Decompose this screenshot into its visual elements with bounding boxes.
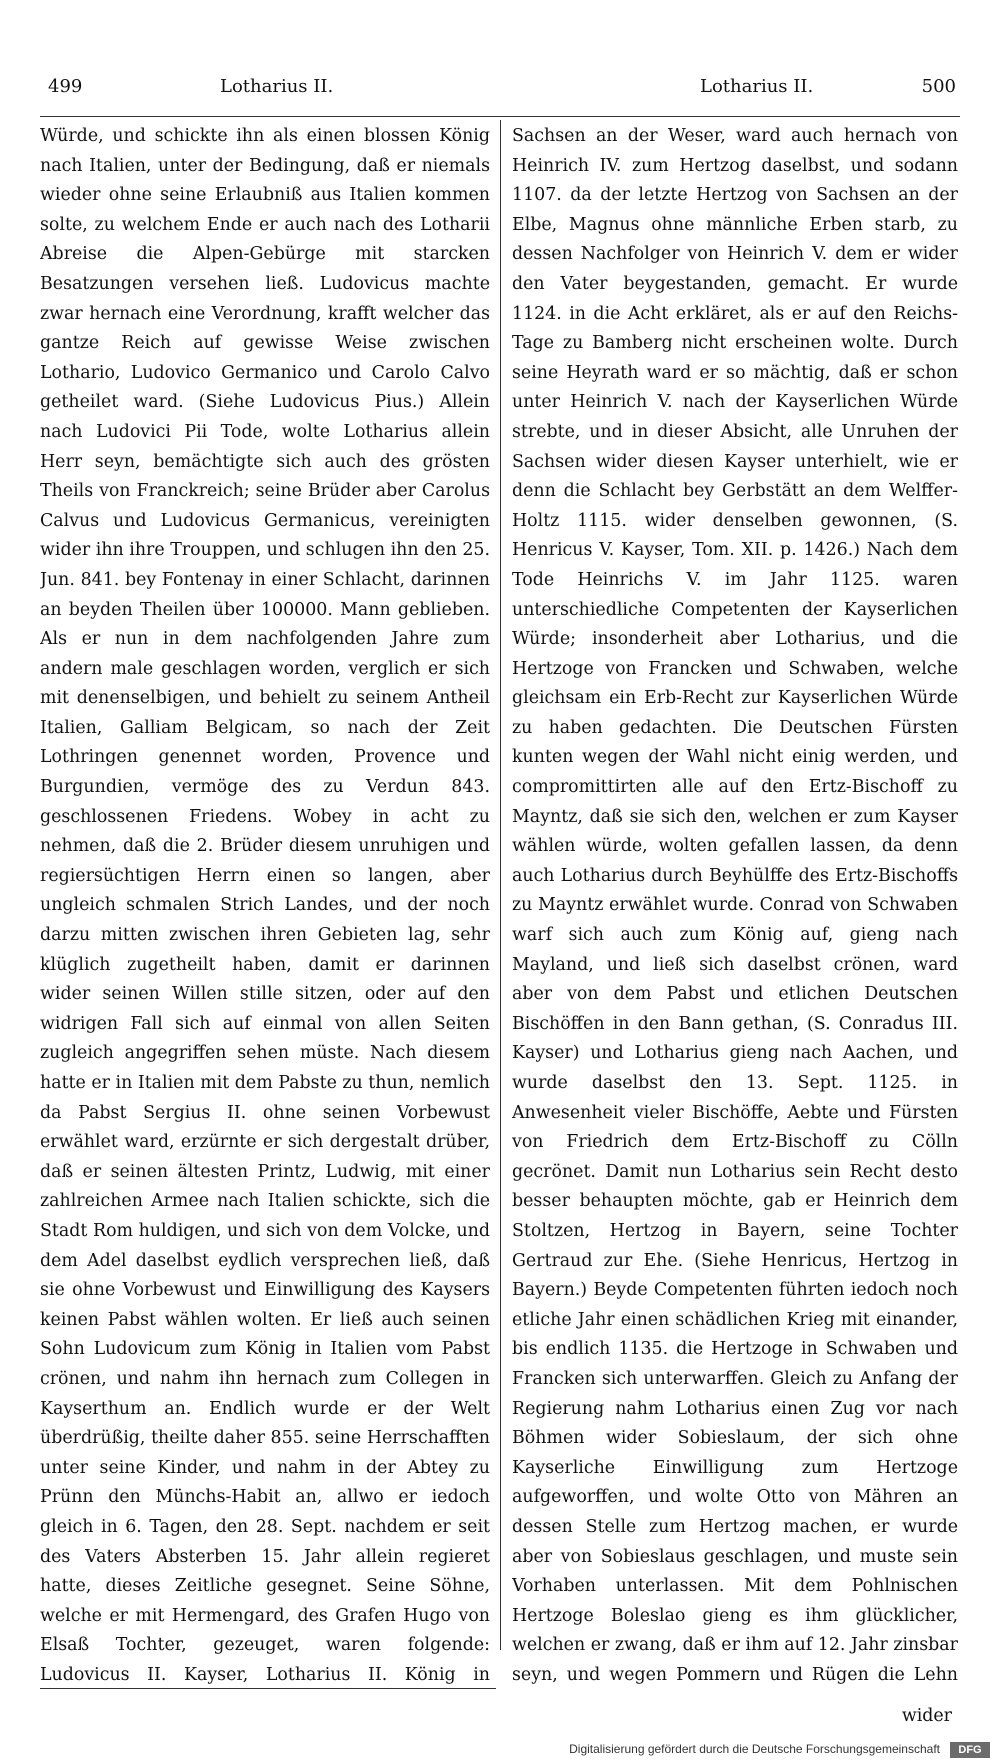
right-paragraph-1: Sachsen an der Weser, ward auch hernach von Heinrich IV. zum Hertzog daselbst, und sodann 1107. da der letzte Hertzog von Sachsen an der Elbe, Magnus ohne männliche Erben starb, zu dessen Nachfolger von Heinrich V. dem er wider den Vater beygestanden, gemacht. Er wurde 1124. in die Acht erkläret, als er auf den Reichs-Tage zu Bamberg nicht erscheinen wolte. Durch seine Heyrath ward er so mächtig, daß er schon unter Heinrich V. nach der Kayserlichen Würde strebte, und in dieser Absicht, alle Unruhen der Sachsen wider diesen Kayser unterhielt, wie er denn die Schlacht bey Gerbstätt an dem Welffer-Holtz 1115. wider denselben gewonnen, (S. Henricus V. Kayser, Tom. XII. p. 1426.) Nach dem Tode Heinrichs V. im Jahr 1125. waren unterschiedliche Competenten der Kayserlichen Würde; insonderheit aber Lotharius, und die Hertzoge von Francken und Schwaben, welche gleichsam ein Erb-Recht zur Kayserlichen Würde zu haben gedachten. Die Deutschen Fürsten kunten wegen der Wahl nicht einig werden, und compromittirten alle auf den Ertz-Bischoff zu Mayntz, daß sie sich den, welchen er zum Kayser wählen würde, wolten gefallen lassen, da denn auch Lotharius durch Beyhülffe des Ertz-Bischoffs zu Mayntz erwählet wurde. Conrad von Schwaben warf sich auch zum König auf, gieng nach Mayland, und ließ sich daselbst crönen, ward aber von dem Pabst und etlichen Deutschen Bischöffen in den Bann gethan, (S. Conradus III. Kayser) und Lotharius gieng nach Aachen, und wurde daselbst den 13. Sept. 1125. in Anwesenheit vieler Bischöffe, Aebte und Fürsten von Friedrich dem Ertz-Bischoff zu Cölln gecrönet. Damit nun Lotharius sein Recht desto besser behaupten möchte, gab er Heinrich dem Stoltzen, Hertzog in Bayern, seine Tochter Gertraud zur Ehe. (Siehe Henricus, Hertzog in Bayern.) Beyde Competenten führten iedoch noch etliche Jahr einen schädlichen Krieg mit einander, bis endlich 1135. die Hertzoge in Schwaben und Francken sich unterwarffen. Gleich zu Anfang der Regierung nahm Lotharius einen Zug vor nach Böhmen wider Sobieslaum, der sich ohne Kayserliche Einwilligung zum Hertzoge aufgeworffen, und wolte Otto von Mähren an dessen Stelle zum Hertzog machen, er wurde aber von Sobieslaus geschlagen, und muste sein Vorhaben unterlassen. Mit dem Pohlnischen Hertzoge Boleslao gieng es ihm glücklicher, welchen er zwang, daß er ihm auf 12. Jahr zinsbar seyn, und wegen Pommern und Rügen die Lehn [512, 126, 958, 1685]
page-number-left: 499 [48, 76, 83, 97]
running-title-right: Lotharius II. [700, 76, 814, 97]
left-column [40, 122, 490, 1687]
page-number-right: 500 [921, 76, 956, 97]
running-title-left: Lotharius II. [220, 76, 334, 97]
footer-rule [40, 1688, 496, 1689]
digitization-credit: Digitalisierung gefördert durch die Deutsche Forschungsgemeinschaft [569, 1742, 940, 1756]
right-column [512, 122, 958, 1687]
header-rule [40, 116, 960, 117]
left-paragraph-1: Würde, und schickte ihn als einen blossen König nach Italien, unter der Bedingung, daß er niemals wieder ohne seine Erlaubniß aus Italien kommen solte, zu welchem Ende er auch nach des Lotharii Abreise die Alpen-Gebürge mit starcken Besatzungen versehen ließ. Ludovicus machte zwar hernach eine Verordnung, krafft welcher das gantze Reich auf gewisse Weise zwischen Lothario, Ludovico Germanico und Carolo Calvo getheilet ward. (Siehe Ludovicus Pius.) Allein nach Ludovici Pii Tode, wolte Lotharius allein Herr seyn, bemächtigte sich auch des grösten Theils von Franckreich; seine Brüder aber Carolus Calvus und Ludovicus Germanicus, vereinigten wider ihn ihre Trouppen, und schlugen ihn den 25. Jun. 841. bey Fontenay in einer Schlacht, darinnen an beyden Theilen über 100000. Mann geblieben. Als er nun in dem nachfolgenden Jahre zum andern male geschlagen worden, verglich er sich mit denenselbigen, und behielt zu seinem Antheil Italien, Galliam Belgicam, so nach der Zeit Lothringen genennet worden, Provence und Burgundien, vermöge des zu Verdun 843. geschlossenen Friedens. Wobey in acht zu nehmen, daß die 2. Brüder diesem unruhigen und regiersüchtigen Herrn einen so langen, aber ungleich schmalen Strich Landes, und der noch darzu mitten zwischen ihren Gebieten lag, sehr klüglich zugetheilt haben, damit er darinnen wider seinen Willen stille sitzen, oder auf den widrigen Fall sich auf einmal von allen Seiten zugleich angegriffen sehen müste. Nach diesem hatte er in Italien mit dem Pabste zu thun, nemlich da Pabst Sergius II. ohne seinen Vorbewust erwählet ward, erzürnte er sich dergestalt drüber, daß er seinen ältesten Printz, Ludwig, mit einer zahlreichen Armee nach Italien schickte, sich die Stadt Rom huldigen, und sich von dem Volcke, und dem Adel daselbst eydlich versprechen ließ, daß sie ohne Vorbewust und Einwilligung des Kaysers keinen Pabst wählen wolten. Er ließ auch seinen Sohn Ludovicum zum König in Italien vom Pabst crönen, und nahm ihn hernach zum Collegen in Kayserthum an. Endlich wurde er der Welt überdrüßig, theilte daher 855. seine Herrschafften unter seine Kinder, und nahm in der Abtey zu Prünn den Münchs-Habit an, allwo er iedoch gleich in 6. Tagen, den 28. Sept. nachdem er seit des Vaters Absterben 15. Jahr allein regieret hatte, dieses Zeitliche gesegnet. Seine Söhne, welche er mit Hermengard, des Grafen Hugo von Elsaß Tochter, gezeuget, waren folgende: Ludovicus II. Kayser, Lotharius II. König in [40, 126, 490, 1685]
dfg-logo: DFG [950, 1742, 990, 1758]
catchword: wider [901, 1706, 952, 1726]
column-divider [500, 120, 501, 1650]
running-header [40, 76, 960, 116]
